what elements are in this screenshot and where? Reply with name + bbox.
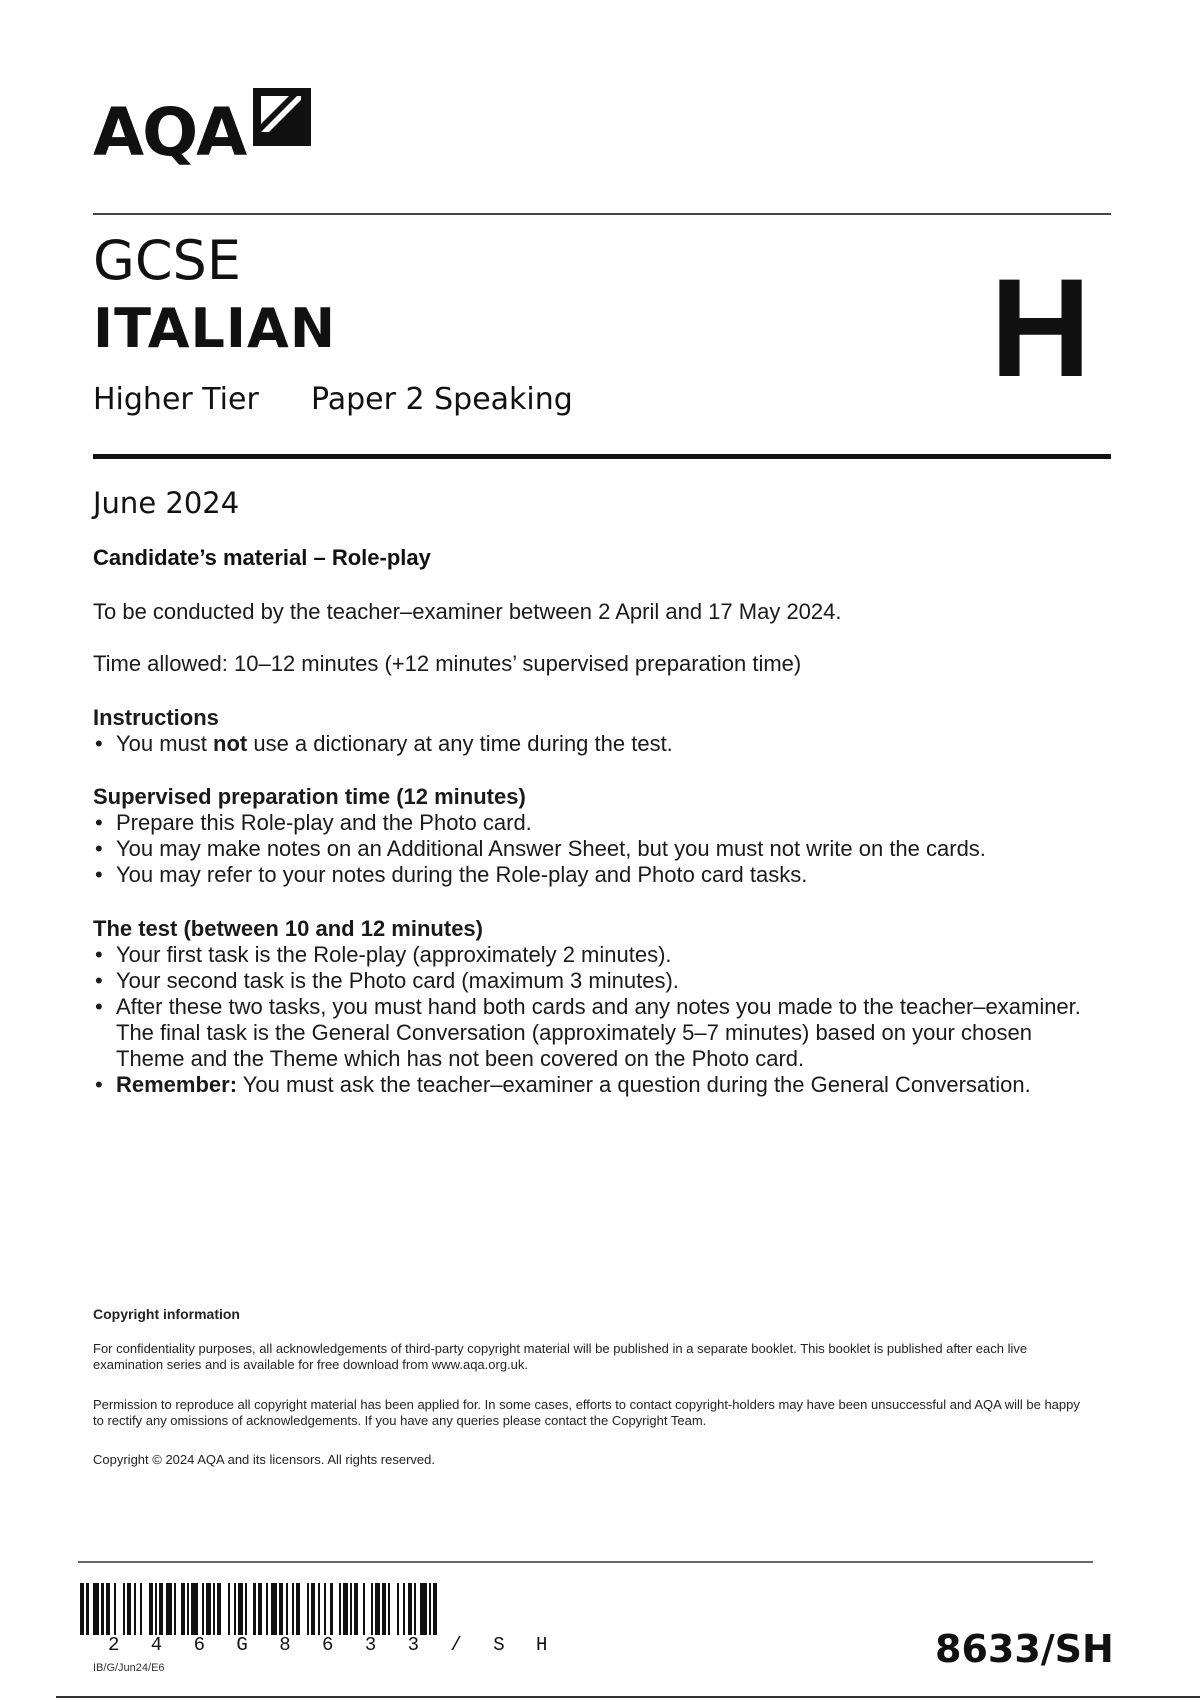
preparation-section — [93, 784, 1113, 888]
barcode-digits: 2 4 6 G 8 6 3 3 / S H — [108, 1634, 558, 1656]
material-heading: Candidate’s material – Role-play — [93, 545, 431, 570]
list-item: • Your first task is the Role-play (approximately 2 minutes). — [93, 942, 1113, 968]
time-allowed: Time allowed: 10–12 minutes (+12 minutes’ supervised preparation time) — [93, 651, 802, 676]
barcode — [80, 1583, 438, 1635]
logo-mark-icon — [251, 86, 313, 148]
list-item: • You may make notes on an Additional Answer Sheet, but you must not write on the cards. — [93, 836, 1113, 862]
subject-title: ITALIAN — [93, 297, 337, 360]
aqa-logo — [93, 86, 313, 186]
tier-label: Higher Tier — [93, 382, 259, 417]
copyright-paragraph: For confidentiality purposes, all acknowledgements of third-party copyright material will be published in a separate booklet. This booklet is published after each live examination series and is available for free download from www.aqa.org.uk. — [93, 1341, 1028, 1372]
tier-letter: H — [990, 249, 1092, 406]
list-item: • Your second task is the Photo card (maximum 3 minutes). — [93, 968, 1113, 994]
preparation-heading: Supervised preparation time (12 minutes) — [93, 784, 526, 809]
exam-date: June 2024 — [93, 486, 240, 520]
list-item: • Prepare this Role-play and the Photo card. — [93, 810, 1113, 836]
page-bottom-rule — [56, 1696, 1200, 1698]
instructions-heading: Instructions — [93, 705, 219, 730]
instructions-section — [93, 705, 1113, 757]
copyright-paragraph: Permission to reproduce all copyright material has been applied for. In some cases, efforts to contact copyright-holders may have been unsuccessful and AQA will be happy to rectify any omissions of acknowledgements. If you have any queries please contact the Copyright Team. — [93, 1397, 1080, 1428]
logo-text: AQA — [93, 94, 246, 171]
copyright-paragraph: Copyright © 2024 AQA and its licensors. All rights reserved. — [93, 1452, 435, 1467]
list-item: • You may refer to your notes during the Role-play and Photo card tasks. — [93, 862, 1113, 888]
header-top-rule — [93, 213, 1111, 215]
header-bottom-rule — [93, 454, 1111, 459]
test-section — [93, 916, 1113, 1098]
paper-code: 8633/SH — [935, 1627, 1114, 1671]
paper-label: Paper 2 Speaking — [311, 382, 573, 417]
paper-reference: IB/G/Jun24/E6 — [93, 1662, 165, 1674]
list-item: • You must not use a dictionary at any time during the test. — [93, 731, 1113, 757]
list-item: • After these two tasks, you must hand both cards and any notes you made to the teacher–examiner. The final task is the General Conversation (approximately 5–7 minutes) based on your chosen Theme and the Theme which has not been covered on the Photo card. — [93, 994, 1106, 1072]
qualification-title: GCSE — [93, 229, 241, 292]
test-heading: The test (between 10 and 12 minutes) — [93, 916, 483, 941]
conducted-note: To be conducted by the teacher–examiner between 2 April and 17 May 2024. — [93, 599, 842, 624]
list-item: • Remember: You must ask the teacher–examiner a question during the General Conversation. — [93, 1072, 1113, 1098]
footer-rule — [78, 1561, 1093, 1563]
copyright-heading: Copyright information — [93, 1306, 240, 1322]
